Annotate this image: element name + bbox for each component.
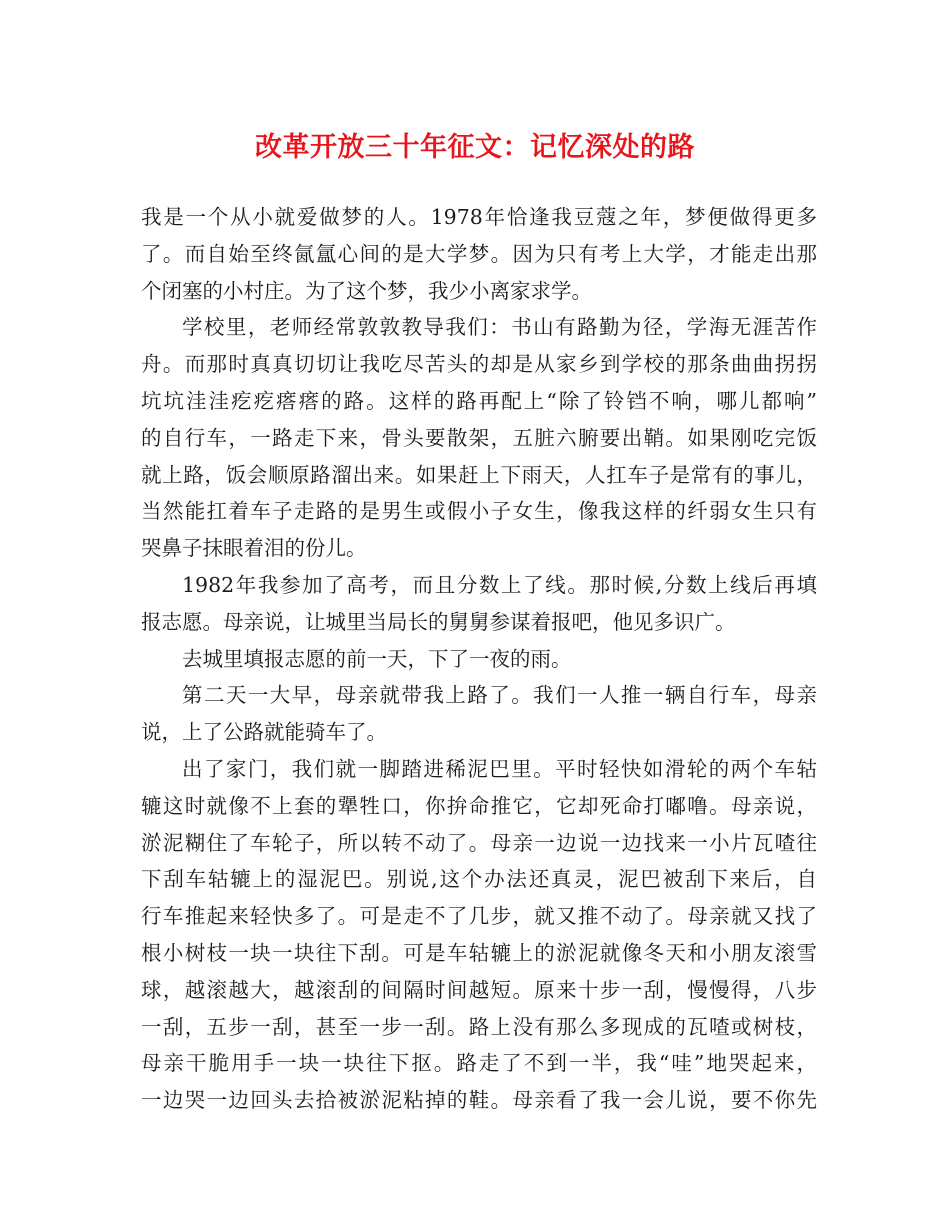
paragraph-2 [141,309,817,567]
article-body [141,199,817,1119]
text-line: 舟。而那时真真切切让我吃尽苦头的却是从家乡到学校的那条曲曲拐拐 [141,352,817,377]
article-title: 改革开放三十年征文：记忆深处的路 [255,132,695,163]
text-line: 的自行车，一路走下来，骨头要散架，五脏六腑要出鞘。如果刚吃完饭 [141,425,817,450]
text-line: 1982年我参加了高考，而且分数上了线。那时候,分数上线后再填 [182,572,817,597]
paragraph-3 [141,567,817,641]
text-line: 淤泥糊住了车轮子，所以转不动了。母亲一边说一边找来一小片瓦喳往 [141,830,817,855]
text-line: 报志愿。母亲说，让城里当局长的舅舅参谋着报吧，他见多识广。 [141,609,736,634]
text-line: 就上路，饭会顺原路溜出来。如果赶上下雨天，人扛车子是常有的事儿， [141,462,817,487]
text-line: 根小树枝一块一块往下刮。可是车轱辘上的淤泥就像冬天和小朋友滚雪 [141,940,817,965]
text-line: 出了家门，我们就一脚踏进稀泥巴里。平时轻快如滑轮的两个车轱 [182,756,817,781]
paragraph-5 [141,677,817,751]
text-line: 了。而自始至终氤氲心间的是大学梦。因为只有考上大学，才能走出那 [141,241,817,266]
text-line: 坑坑洼洼疙疙瘩瘩的路。这样的路再配上“除了铃铛不响，哪儿都响” [141,388,817,413]
text-line: 第二天一大早，母亲就带我上路了。我们一人推一辆自行车，母亲 [182,683,817,708]
text-line: 一刮，五步一刮，甚至一步一刮。路上没有那么多现成的瓦喳或树枝， [141,1014,817,1039]
text-line: 行车推起来轻快多了。可是走不了几步，就又推不动了。母亲就又找了 [141,904,817,929]
text-line: 说，上了公路就能骑车了。 [141,720,387,745]
text-line: 个闭塞的小村庄。为了这个梦，我少小离家求学。 [141,278,592,303]
text-line: 辘这时就像不上套的犟牲口，你拚命推它，它却死命打嘟噜。母亲说， [141,793,817,818]
text-line: 母亲干脆用手一块一块往下抠。路走了不到一半，我“哇”地哭起来， [141,1051,817,1076]
text-line: 我是一个从小就爱做梦的人。1978年恰逢我豆蔻之年，梦便做得更多 [141,205,817,229]
text-line: 学校里，老师经常敦敦教导我们：书山有路勤为径，学海无涯苦作 [182,315,817,340]
text-line: 球，越滚越大，越滚刮的间隔时间越短。原来十步一刮，慢慢得，八步 [141,977,817,1002]
text-line: 一边哭一边回头去拾被淤泥粘掉的鞋。母亲看了我一会儿说，要不你先 [141,1088,817,1113]
text-line: 哭鼻子抹眼着泪的份儿。 [141,536,367,561]
paragraph-1 [141,199,817,309]
text-line: 下刮车轱辘上的湿泥巴。别说,这个办法还真灵，泥巴被刮下来后，自 [141,867,817,892]
paragraph-6 [141,751,817,1119]
text-line: 去城里填报志愿的前一天，下了一夜的雨。 [182,646,572,671]
text-line: 当然能扛着车子走路的是男生或假小子女生，像我这样的纤弱女生只有 [141,499,817,524]
paragraph-4 [141,641,817,678]
